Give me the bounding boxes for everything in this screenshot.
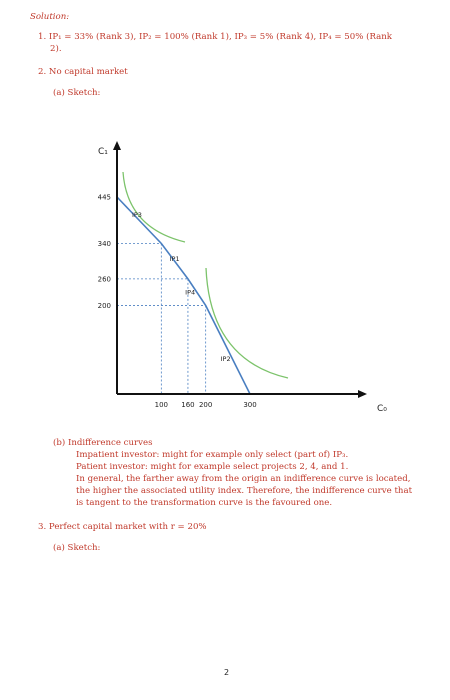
y-axis-arrow xyxy=(113,141,121,150)
item2-sub-b-line-2: Patient investor: might for example select projects 2, 4, and 1. xyxy=(76,462,349,472)
item2-sub-b-heading: (b) Indifference curves xyxy=(53,438,153,448)
item2-heading: 2. No capital market xyxy=(38,67,128,77)
x-tick-label-300: 300 xyxy=(243,401,257,409)
item3-heading: 3. Perfect capital market with r = 20% xyxy=(38,522,207,532)
x-axis-arrow xyxy=(358,390,367,398)
item2-sub-b-line-5: is tangent to the transformation curve is the favoured one. xyxy=(76,498,333,508)
page-number: 2 xyxy=(224,668,230,677)
item2-sub-a: (a) Sketch: xyxy=(53,88,101,98)
transformation-curve xyxy=(117,197,250,394)
item1-line1: 1. IP₁ = 33% (Rank 3), IP₂ = 100% (Rank 1), IP₃ = 5% (Rank 4), IP₄ = 50% (Rank xyxy=(38,32,392,42)
y-tick-label-260: 260 xyxy=(97,275,111,284)
y-tick-label-200: 200 xyxy=(97,301,111,310)
segment-label-ip2: IP2 xyxy=(220,354,231,363)
item2-sub-b-line-4: the higher the associated utility index. Therefore, the indifference curve that xyxy=(76,486,413,496)
segment-label-ip3: IP3 xyxy=(131,210,142,219)
segment-label-ip4: IP4 xyxy=(185,288,196,297)
x-tick-label-100: 100 xyxy=(154,401,169,409)
item2-sub-b-line-3: In general, the farther away from the origin an indifference curve is located, xyxy=(76,474,411,484)
item3-sub-a: (a) Sketch: xyxy=(53,543,101,553)
item2-sub-b-line-1: Impatient investor: might for example only select (part of) IP₃. xyxy=(76,450,349,460)
x-axis-title: C₀ xyxy=(377,404,387,414)
x-tick-label-160: 160 xyxy=(181,401,195,409)
item1-line2: 2). xyxy=(50,44,62,54)
segment-label-ip1: IP1 xyxy=(169,255,180,264)
y-axis-title: C₁ xyxy=(98,147,108,157)
indifference-curve-patient xyxy=(206,268,288,378)
indifference-curve-impatient xyxy=(123,172,185,242)
y-tick-label-445: 445 xyxy=(97,193,111,202)
solution-heading: Solution: xyxy=(30,12,70,22)
y-tick-label-340: 340 xyxy=(97,239,111,248)
x-tick-label-200: 200 xyxy=(198,401,213,409)
chart-layer xyxy=(98,141,388,414)
